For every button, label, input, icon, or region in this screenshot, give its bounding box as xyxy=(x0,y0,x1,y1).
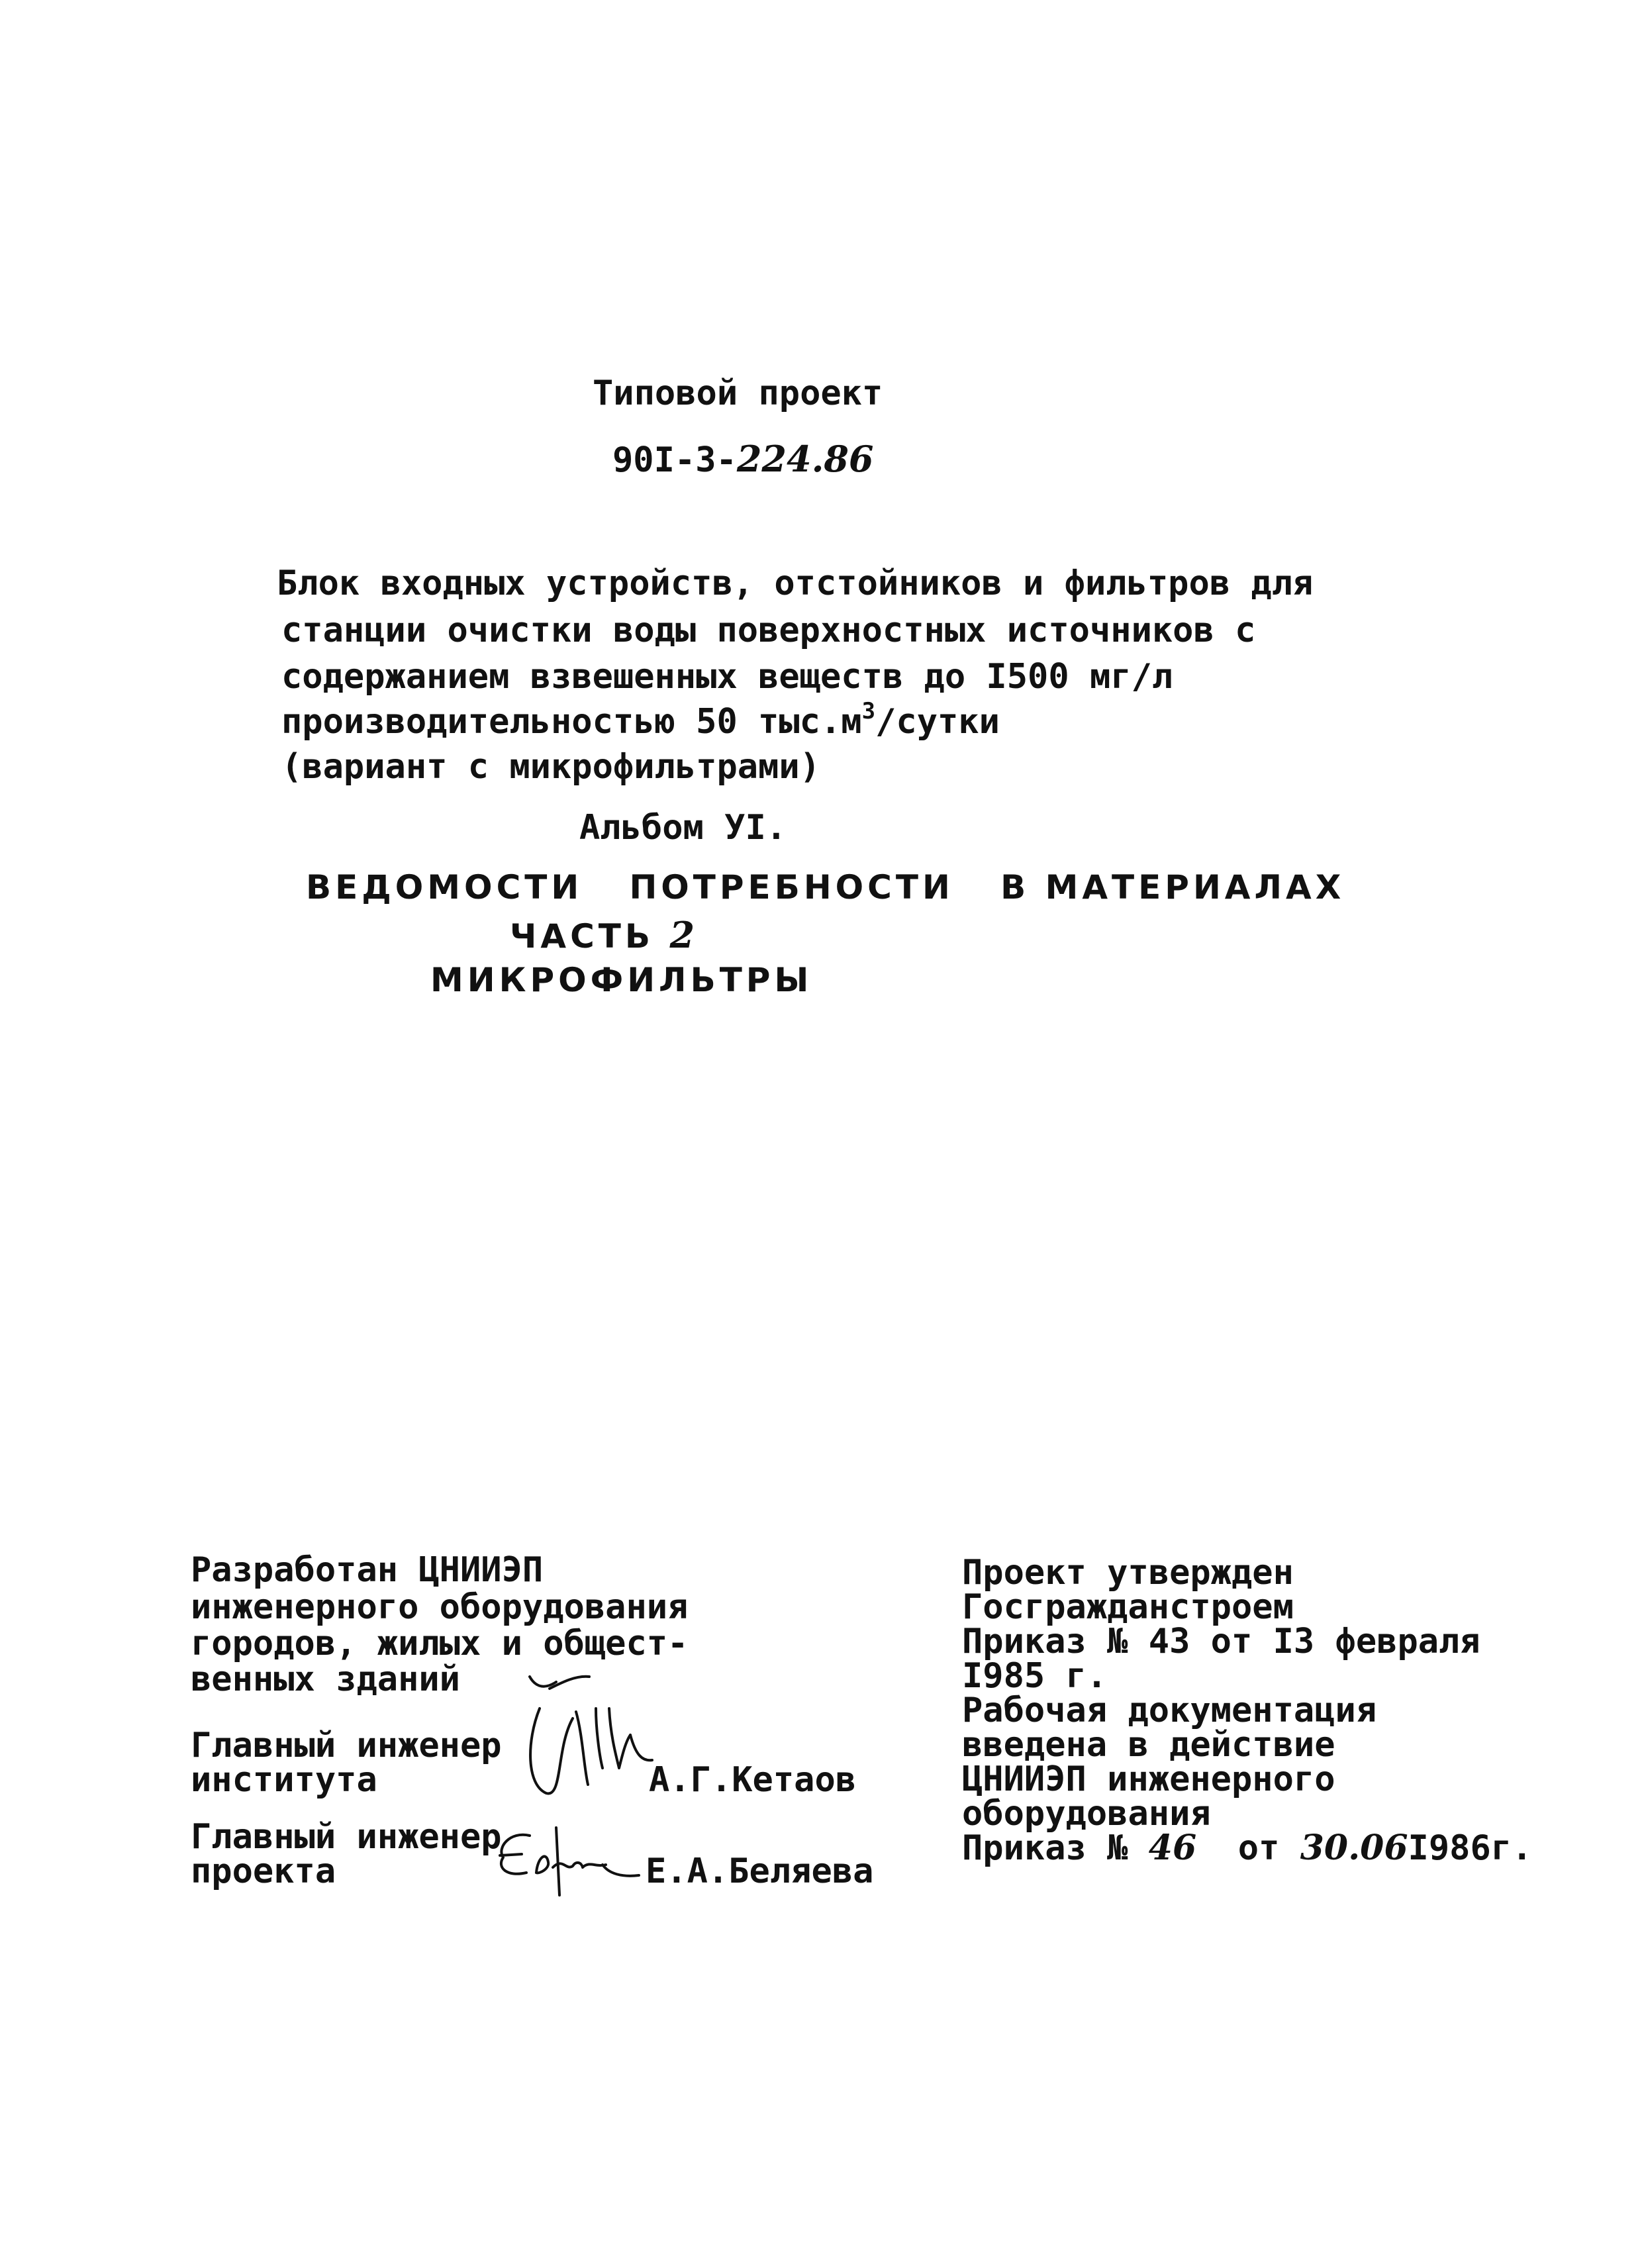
signature-chief-engineer-institute xyxy=(510,1669,682,1808)
signatory-1-role-line-2: института xyxy=(191,1760,377,1800)
signatory-2-name: Е.А.Беляева xyxy=(646,1851,874,1891)
developer-line-3: городов, жилых и общест- xyxy=(191,1624,689,1663)
approval-order-line xyxy=(962,1828,1533,1868)
title-line-4 xyxy=(281,698,1000,742)
stamped-line-3: МИКРОФИЛЬТРЫ xyxy=(430,961,813,999)
signatory-1-name: А.Г.Кетаов xyxy=(649,1760,857,1800)
stamped-line-1 xyxy=(306,868,1345,907)
approval-line-1: Проект утвержден xyxy=(962,1553,1294,1593)
signatory-1-role-line-1: Главный инженер xyxy=(191,1726,502,1765)
title-line-5: (вариант с микрофильтрами) xyxy=(281,747,820,787)
stamped-word-2: ПОТРЕБНОСТИ xyxy=(629,868,954,907)
developer-line-1: Разработан ЦНИИЭП xyxy=(191,1550,544,1590)
title-line-4-text: производительностью 50 тыс.м xyxy=(281,702,862,742)
title-line-4-unit: /сутки xyxy=(875,702,1000,742)
developer-line-4: венных зданий xyxy=(191,1659,460,1699)
project-code-handwritten: 224.86 xyxy=(736,438,874,480)
stamped-word-1: ВЕДОМОСТИ xyxy=(306,868,583,907)
part-number-handwritten: 2 xyxy=(669,914,699,956)
approval-line-6: введена в действие xyxy=(962,1725,1335,1765)
title-line-2: станции очистки воды поверхностных источников с xyxy=(281,611,1256,650)
album-label: Альбом УI. xyxy=(579,808,787,848)
signatory-2-role-line-2: проекта xyxy=(191,1851,336,1891)
part-label: ЧАСТЬ xyxy=(510,917,655,956)
order-date-handwritten: 30.06 xyxy=(1300,1828,1408,1868)
developer-line-2: инженерного оборудования xyxy=(191,1587,689,1627)
document-type-label: Типовой проект xyxy=(593,373,883,413)
order-prefix: Приказ № xyxy=(962,1828,1128,1868)
approval-line-7: ЦНИИЭП инженерного xyxy=(962,1759,1335,1799)
approval-line-5: Рабочая документация xyxy=(962,1691,1377,1730)
title-line-4-superscript: 3 xyxy=(861,698,876,724)
order-number-handwritten: 46 xyxy=(1148,1828,1197,1868)
order-from: от xyxy=(1237,1828,1280,1868)
project-code-printed: 90I-3- xyxy=(612,440,737,480)
title-line-3: содержанием взвешенных веществ до I500 мг/л xyxy=(281,657,1173,697)
order-year: I986г. xyxy=(1408,1828,1533,1868)
approval-line-4: I985 г. xyxy=(962,1656,1108,1696)
approval-line-8: оборудования xyxy=(962,1794,1211,1834)
approval-line-3: Приказ № 43 от I3 февраля xyxy=(962,1622,1480,1661)
signature-chief-engineer-project xyxy=(490,1821,649,1900)
project-code xyxy=(612,438,874,480)
approval-line-2: Госгражданстроем xyxy=(962,1587,1294,1627)
stamped-part xyxy=(510,914,699,956)
stamped-word-3: В МАТЕРИАЛАХ xyxy=(1000,868,1345,907)
signatory-2-role-line-1: Главный инженер xyxy=(191,1817,502,1857)
title-line-1: Блок входных устройств, отстойников и фильтров для xyxy=(277,564,1314,603)
